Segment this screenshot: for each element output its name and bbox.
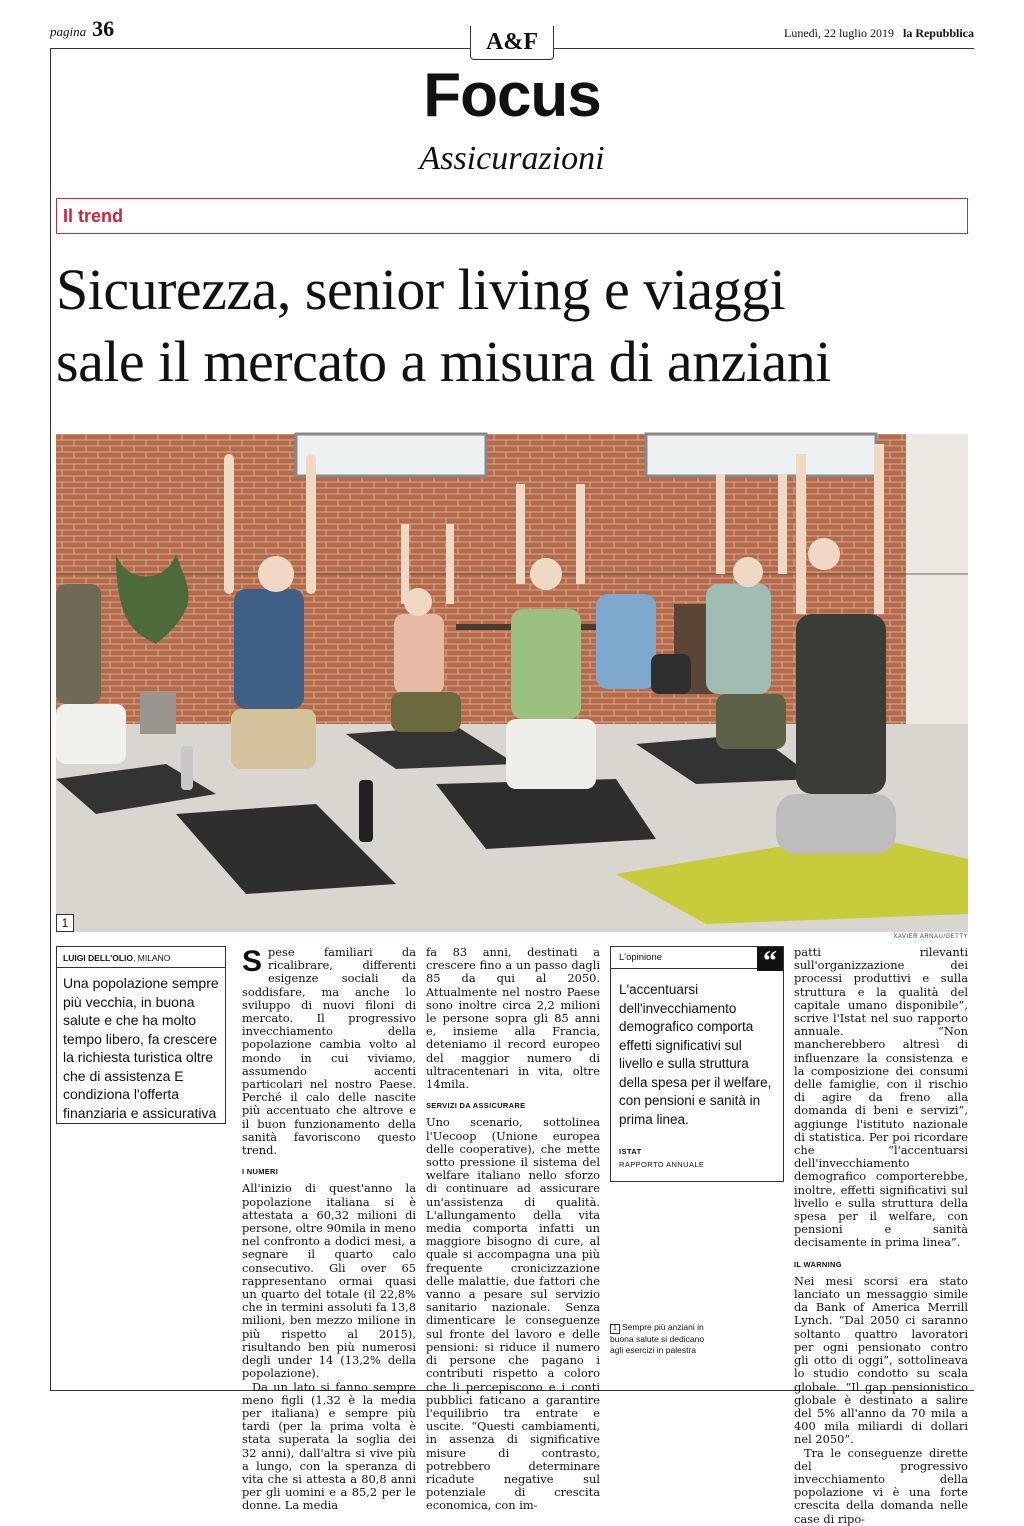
caption-number: 1: [610, 1324, 620, 1334]
paragraph: All'inizio di quest'anno la popolazione italiana si è attestata a 60,32 milioni di persone, oltre 90mila in meno nel confronto a dodici mesi, a segnare il quarto calo consecutivo. Gli over 65 rappresentano ormai quasi un quarto del totale (il 22,8% che in termini assoluti fa 13,8 milioni, ben mezzo milione in più rispetto al 2015), risultando ben più numerosi degli under 14 (13,2% della popolazione).: [242, 1181, 416, 1381]
opinion-label: L'opinione: [611, 947, 783, 969]
newspaper-name: la Repubblica: [902, 26, 974, 40]
author-box: [56, 946, 226, 1124]
supplement-logo: A&F: [470, 26, 554, 60]
paragraph: patti rilevanti sull'organizzazione dei processi produttivi e sulla struttura e la qualità del capitale umano disponibile”, scrive l'Istat nel suo rapporto annuale. “Non mancherebbero altresì di influenzare la consistenza e la composizione dei consumi delle famiglie, con il rischio di agire da freno alla domanda di beni e servizi”, aggiunge l'istituto nazionale di statistica. Per poi ricordare che “l'accentuarsi dell'invecchiamento demografico comporterebbe, inoltre, effetti significativi sul livello e sulla struttura della spesa per il welfare, con pensioni e sanità decisamente in prima linea”.: [794, 945, 968, 1250]
paragraph: Nei mesi scorsi era stato lanciato un messaggio simile da Bank of America Merrill Lynch. “Dal 2050 ci saranno soltanto quattro lavoratori per ogni pensionato contro gli otto di oggi”, sottolineava lo studio condotto su scala globale. “Il gap pensionistico globale è destinato a salire del 5% all'anno da 70 mila a 400 mila miliardi di dollari nel 2050”.: [794, 1273, 968, 1447]
subheading: IL WARNING: [794, 1259, 842, 1269]
page-number-value: 36: [92, 16, 115, 41]
opinion-source-name: ISTAT: [619, 1147, 642, 1156]
caption-text: Sempre più anziani in buona salute si dedicano agli esercizi in palestra: [610, 1322, 705, 1356]
kicker: Il trend: [63, 205, 124, 226]
paragraph: Da un lato si fanno sempre meno figli (1,32 è la media per italiana) e sempre più tardi (per la prima volta è stata superata la soglia dei 32 anni), dall'altra si vive più a lungo, con la speranza di vita che si attesta a 80,8 anni per gli uomini e a 85,2 per le donne. La media: [242, 1379, 416, 1513]
paragraph: Tra le conseguenze dirette del progressivo invecchiamento della popolazione vi è una forte crescita della domanda nelle case di ripo-: [794, 1445, 968, 1526]
article-column-3: [794, 946, 968, 1526]
subheading: SERVIZI DA ASSICURARE: [426, 1101, 526, 1111]
yoga-class-illustration: [56, 434, 968, 932]
section-title: Assicurazioni: [419, 140, 605, 177]
subheading: I NUMERI: [242, 1167, 279, 1177]
opinion-box: [610, 946, 784, 1182]
byline: [57, 947, 225, 968]
author-name: LUIGI DELL'OLIO: [63, 953, 134, 963]
headline-line-1: Sicurezza, senior living e viaggi: [56, 257, 786, 322]
headline-line-2: sale il mercato a misura di anziani: [56, 329, 831, 394]
article-column-2: [426, 946, 600, 1513]
date: Lunedì, 22 luglio 2019: [783, 26, 894, 40]
article-column-1: [242, 946, 416, 1513]
page-label: pagina: [50, 24, 87, 39]
paragraph: Uno scenario, sottolinea l'Uecoop (Unione europea delle cooperative), che mette sotto pressione il sistema del welfare italiano nello sforzo di continuare ad assicurare un'assistenza di qualità. L'allungamento della vita media comporta infatti un maggiore bisogno di cure, al quale si accompagna una più frequente cronicizzazione delle malattie, due fattori che vanno a pesare sul servizio sanitario nazionale. Senza dimenticare le conseguenze sul fronte del lavoro e delle pensioni: si riduce il numero di persone che pagano i contributi rispetto a coloro che li percepiscono e i conti pubblici faticano a garantire l'equilibrio tra entrate e uscite. “Questi cambiamenti, in assenza di significative misure di contrasto, potrebbero determinare ricadute negative sul potenziale di crescita economica, con im-: [426, 1115, 600, 1513]
article-photo: [56, 434, 968, 932]
opinion-text: L'accentuarsi dell'invecchiamento demografico comporta effetti significativi sul livello e sulla struttura della spesa per il welfare, con pensioni e sanità in prima linea.: [619, 982, 772, 1127]
page-date: [784, 26, 974, 41]
focus-title: Focus: [423, 61, 601, 130]
author-location: , MILANO: [133, 953, 171, 963]
photo-credit: XAVIER ARNAU/GETTY: [893, 934, 968, 940]
summary: Una popolazione sempre più vecchia, in buona salute e che ha molto tempo libero, fa crescere la richiesta turistica oltre che di assistenza E condiziona l'offerta finanziaria e assicurativa: [63, 975, 219, 1121]
quote-icon: “: [757, 947, 783, 971]
paragraph: pese familiari da ricalibrare, differenti esigenze sociali da soddisfare, ma anche lo sviluppo di nuovi filoni di mercato. Il progressivo invecchiamento della popolazione cambia volto al mondo in cui viviamo, assumendo accenti particolari nel nostro Paese. Perché il calo delle nascite più accentuato che altrove e il buon funzionamento della sanità favoriscono questo trend.: [242, 945, 416, 1158]
headline: [56, 254, 968, 398]
photo-number: 1: [56, 914, 74, 932]
kicker-bar: [56, 198, 968, 234]
page-number: [50, 16, 114, 42]
paragraph: fa 83 anni, destinati a crescere fino a un passo dagli 85 da qui al 2050. Attualmente nel nostro Paese sono inoltre circa 2,2 milioni le persone sopra gli 85 anni e, insieme alla Francia, deteniamo il record europeo del maggior numero di ultracentenari in vita, oltre 14mila.: [426, 945, 600, 1092]
photo-caption: [610, 1322, 710, 1356]
opinion-source-sub: RAPPORTO ANNUALE: [619, 1160, 705, 1169]
dropcap: S: [242, 945, 263, 978]
opinion-source: [619, 1145, 704, 1171]
frame-left: [50, 48, 51, 1390]
